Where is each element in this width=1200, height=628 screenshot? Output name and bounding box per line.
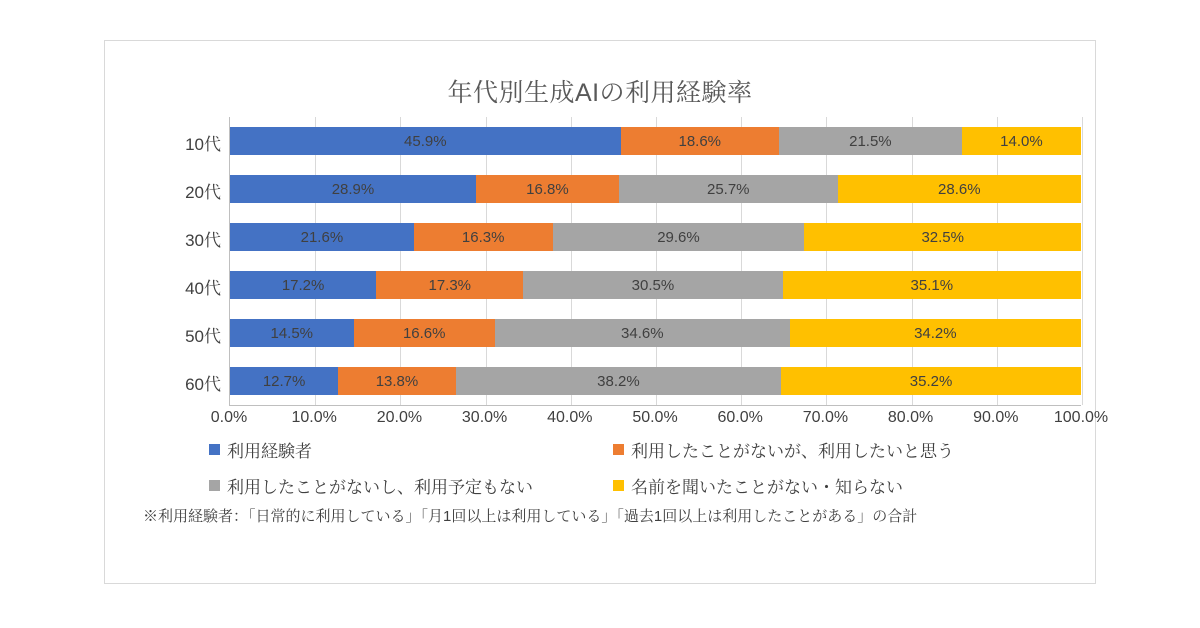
x-axis-tick-label: 90.0% — [973, 409, 1019, 426]
stacked-bars — [229, 117, 1081, 405]
x-axis-line — [229, 405, 1081, 406]
chart-container — [104, 40, 1109, 584]
bar-segment — [376, 271, 523, 299]
bar-value-label: 14.0% — [1000, 132, 1043, 150]
legend-item-2 — [209, 473, 613, 498]
bar-value-label: 16.3% — [461, 228, 505, 246]
x-axis-tick-label: 40.0% — [547, 409, 593, 426]
bar-row — [230, 127, 1081, 155]
y-axis-label: 30代 — [185, 231, 221, 250]
legend-label-0: 利用経験者 — [227, 442, 312, 461]
x-axis-tick-label: 100.0% — [1053, 409, 1109, 426]
bar-segment — [523, 271, 782, 299]
legend-item-1 — [613, 437, 954, 462]
bar-segment — [230, 175, 476, 203]
y-axis-category-labels — [167, 117, 229, 405]
y-axis-label: 60代 — [185, 375, 221, 394]
gridline — [1082, 117, 1083, 405]
bar-row — [230, 319, 1081, 347]
x-axis-tick-label: 50.0% — [632, 409, 678, 426]
legend-label-3: 名前を聞いたことがない・知らない — [631, 478, 903, 497]
y-axis-label: 20代 — [185, 183, 221, 202]
bar-value-label: 25.7% — [706, 180, 750, 198]
gridline — [656, 117, 657, 405]
x-axis-tick-label: 0.0% — [210, 409, 248, 426]
bar-value-label: 16.8% — [526, 180, 569, 198]
legend-swatch-icon-2 — [209, 480, 220, 491]
bar-value-label: 18.6% — [678, 132, 722, 150]
chart-legend — [209, 437, 999, 509]
bar-segment — [621, 127, 779, 155]
gridline — [486, 117, 487, 405]
bar-value-label: 13.8% — [375, 372, 419, 390]
bar-value-label: 28.6% — [938, 180, 981, 198]
bar-row — [230, 175, 1081, 203]
bar-segment — [230, 319, 354, 347]
bar-segment — [619, 175, 838, 203]
plot-area — [167, 117, 1109, 426]
bar-value-label: 29.6% — [657, 228, 700, 246]
x-axis-tick-label: 20.0% — [376, 409, 423, 426]
bar-segment — [838, 175, 1081, 203]
x-axis-tick-label: 70.0% — [802, 409, 849, 426]
bar-segment — [456, 367, 781, 395]
x-axis-tick-labels — [210, 409, 1109, 433]
gridline — [997, 117, 998, 405]
gridline — [826, 117, 827, 405]
bar-value-label: 16.6% — [402, 324, 446, 342]
bar-value-label: 17.2% — [281, 276, 325, 294]
bar-segment — [354, 319, 495, 347]
bar-value-label: 35.1% — [910, 276, 954, 294]
bar-value-label: 32.5% — [921, 228, 964, 246]
bar-row — [230, 223, 1081, 251]
legend-swatch-icon-1 — [613, 444, 624, 455]
x-axis-tick-label: 60.0% — [717, 409, 763, 426]
bar-value-label: 14.5% — [270, 324, 314, 342]
x-axis-tick-label: 10.0% — [291, 409, 337, 426]
gridline — [741, 117, 742, 405]
legend-label-2: 利用したことがないし、利用予定もない — [227, 478, 533, 497]
bar-segment — [230, 271, 376, 299]
bar-value-label: 34.2% — [914, 324, 957, 342]
bar-segment — [962, 127, 1081, 155]
bar-value-label: 28.9% — [331, 180, 375, 198]
bar-segment — [553, 223, 805, 251]
bar-row — [230, 271, 1081, 299]
bar-row — [230, 367, 1081, 395]
bar-segment — [804, 223, 1081, 251]
x-axis-tick-label: 80.0% — [887, 409, 934, 426]
legend-row-2 — [209, 473, 999, 498]
x-axis-tick-label: 30.0% — [461, 409, 508, 426]
bar-segment — [790, 319, 1081, 347]
bar-value-label: 12.7% — [262, 372, 306, 390]
legend-item-0 — [209, 437, 613, 462]
bar-value-label: 21.6% — [300, 228, 344, 246]
legend-label-1: 利用したことがないが、利用したいと思う — [631, 442, 954, 461]
bar-value-label: 21.5% — [849, 132, 892, 150]
bar-segment — [230, 367, 338, 395]
chart-title: 年代別生成AIの利用経験率 — [447, 79, 753, 107]
gridline — [400, 117, 401, 405]
y-axis-label: 40代 — [185, 279, 221, 298]
gridline — [571, 117, 572, 405]
legend-swatch-icon-3 — [613, 480, 624, 491]
bar-segment — [230, 223, 414, 251]
bar-value-label: 34.6% — [621, 324, 664, 342]
gridline — [315, 117, 316, 405]
y-axis-label: 10代 — [185, 135, 221, 154]
bar-segment — [414, 223, 553, 251]
bar-value-label: 35.2% — [909, 372, 953, 390]
legend-row-1 — [209, 437, 999, 462]
bar-segment — [230, 127, 621, 155]
legend-item-3 — [613, 473, 903, 498]
bar-segment — [781, 367, 1081, 395]
bar-segment — [338, 367, 456, 395]
gridline — [912, 117, 913, 405]
bar-segment — [783, 271, 1081, 299]
bar-value-label: 38.2% — [597, 372, 640, 390]
bar-segment — [495, 319, 790, 347]
bar-segment — [779, 127, 962, 155]
chart-footnote: ※利用経験者：「日常的に利用している」「月1回以上は利用している」「過去1回以上は利用したことがある」の合計 — [143, 508, 918, 525]
legend-swatch-icon-0 — [209, 444, 220, 455]
y-axis-label: 50代 — [185, 327, 221, 346]
bar-value-label: 30.5% — [631, 276, 675, 294]
bar-value-label: 17.3% — [428, 276, 472, 294]
bar-segment — [476, 175, 619, 203]
bar-value-label: 45.9% — [404, 132, 447, 150]
